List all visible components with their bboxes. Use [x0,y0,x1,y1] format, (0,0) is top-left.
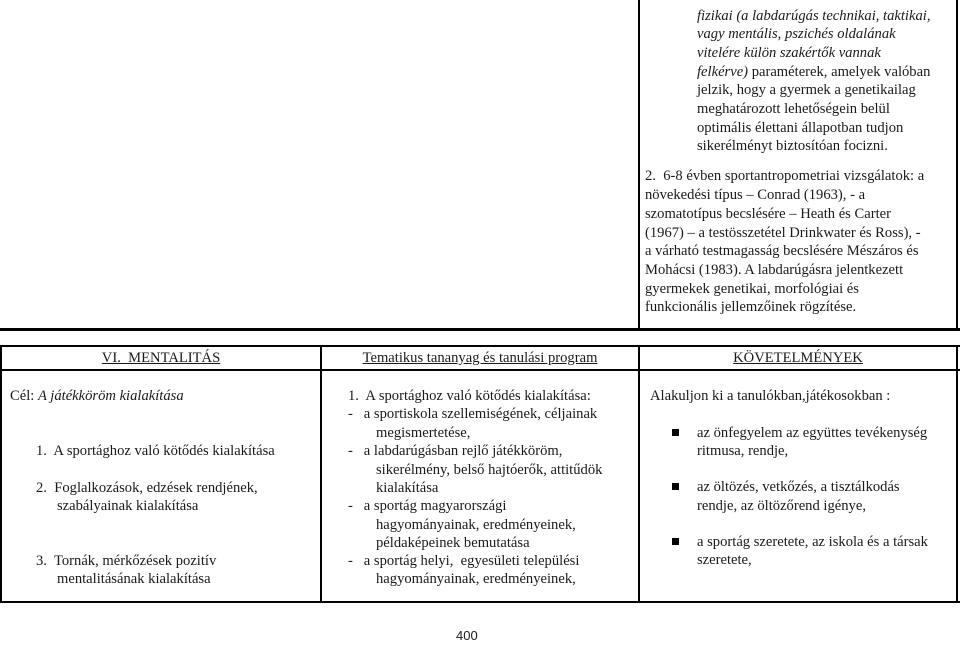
col3-bullet-line: rendje, az öltözőrend igénye, [697,498,866,514]
square-bullet-icon [672,538,679,545]
square-bullet-icon [672,429,679,436]
para1-line: vitelére külön szakértők vannak [697,45,881,61]
para1-line: optimális élettani állapotban tudjon [697,120,904,136]
col2-line: példaképeinek bemutatása [376,535,530,551]
col2-line: - a sportiskola szellemiségének, céljainak [348,406,598,422]
goal-line [10,387,184,406]
col2-line: - a labdarúgásban rejlő játékköröm, [348,443,563,459]
para1-line: meghatározott lehetőségein belül [697,101,890,117]
table-top-border [0,345,960,347]
col3-bullet-line: az önfegyelem az együttes tevékenység [697,425,928,441]
para2-line: (1967) – a testösszetétel Drinkwater és Ross), - [645,225,921,241]
col3-intro: Alakuljon ki a tanulókban,játékosokban : [650,388,891,404]
para2-line: gyermekek genetikai, morfológiai és [645,281,859,297]
table-right-border [956,345,958,603]
para1-line: jelzik, hogy a gyermek a genetikailag [697,82,916,98]
col-divider-2 [638,345,640,603]
square-bullet-icon [672,483,679,490]
para1-line: vagy mentális, pszichés oldalának [697,26,896,42]
col2-line: sikerélmény, belső hajtóerők, attitűdök [376,462,603,478]
top-cell-border-left [638,0,640,330]
col3-bullet-line: az öltözés, vetkőzés, a tisztálkodás [697,479,900,495]
col2-line: - a sportág helyi, egyesületi települési [348,553,580,569]
header-mentalitas: VI. MENTALITÁS [101,350,221,366]
col3-bullet-line: szeretete, [697,552,752,568]
para1-line: fizikai (a labdarúgás technikai, taktikai, [697,8,931,24]
top-cell-border-bottom [0,328,960,331]
col2-title: 1. A sportághoz való kötődés kialakítása: [348,388,591,404]
para1-line: sikerélményt biztosítóan focizni. [697,138,888,154]
goal-label: Cél: [10,388,38,404]
table-bottom-border [0,601,960,603]
col1-item: 2. Foglalkozások, edzések rendjének, [36,480,258,496]
page-number: 400 [456,628,478,643]
col2-line: - a sportág magyarországi [348,498,507,514]
col1-item: 1. A sportághoz való kötődés kialakítása [36,443,275,459]
para1-italic-part: felkérve) [697,64,749,80]
col2-line: hagyományainak, eredményeinek, [376,517,576,533]
para2-line: funkcionális jellemzőinek rögzítése. [645,299,857,315]
para2-line: Mohácsi (1983). A labdarúgásra jelentkezett [645,262,904,278]
col2-line: kialakítása [376,480,439,496]
para2-line: 2. 6-8 évben sportantropometriai vizsgálatok: a [645,168,925,184]
para2-line: szomatotípus becslésére – Heath és Carter [645,206,891,222]
header-kovetelmenyek: KÖVETELMÉNYEK [733,350,863,366]
col3-bullet-line: ritmusa, rendje, [697,443,789,459]
top-cell-border-right [956,0,958,330]
col2-line: hagyományainak, eredményeinek, [376,571,576,587]
para2-line: növekedési típus – Conrad (1963), - a [645,187,866,203]
goal-value: A játékköröm kialakítása [37,388,184,404]
para1-regular-part: paraméterek, amelyek valóban [748,64,931,80]
para2-line: a várható testmagasság becslésére Mészáros és [645,243,919,259]
para1-mixed-line [697,63,930,82]
col-divider-1 [320,345,322,603]
table-left-border [0,345,2,603]
col2-line: megismertetése, [376,425,471,441]
col1-item: szabályainak kialakítása [57,498,199,514]
header-bottom-border [0,369,960,371]
header-tematikus: Tematikus tananyag és tanulási program [362,350,598,366]
col1-item: mentalitásának kialakítása [57,571,211,587]
col1-item: 3. Tornák, mérkőzések pozitív [36,553,217,569]
col3-bullet-line: a sportág szeretete, az iskola és a társak [697,534,928,550]
